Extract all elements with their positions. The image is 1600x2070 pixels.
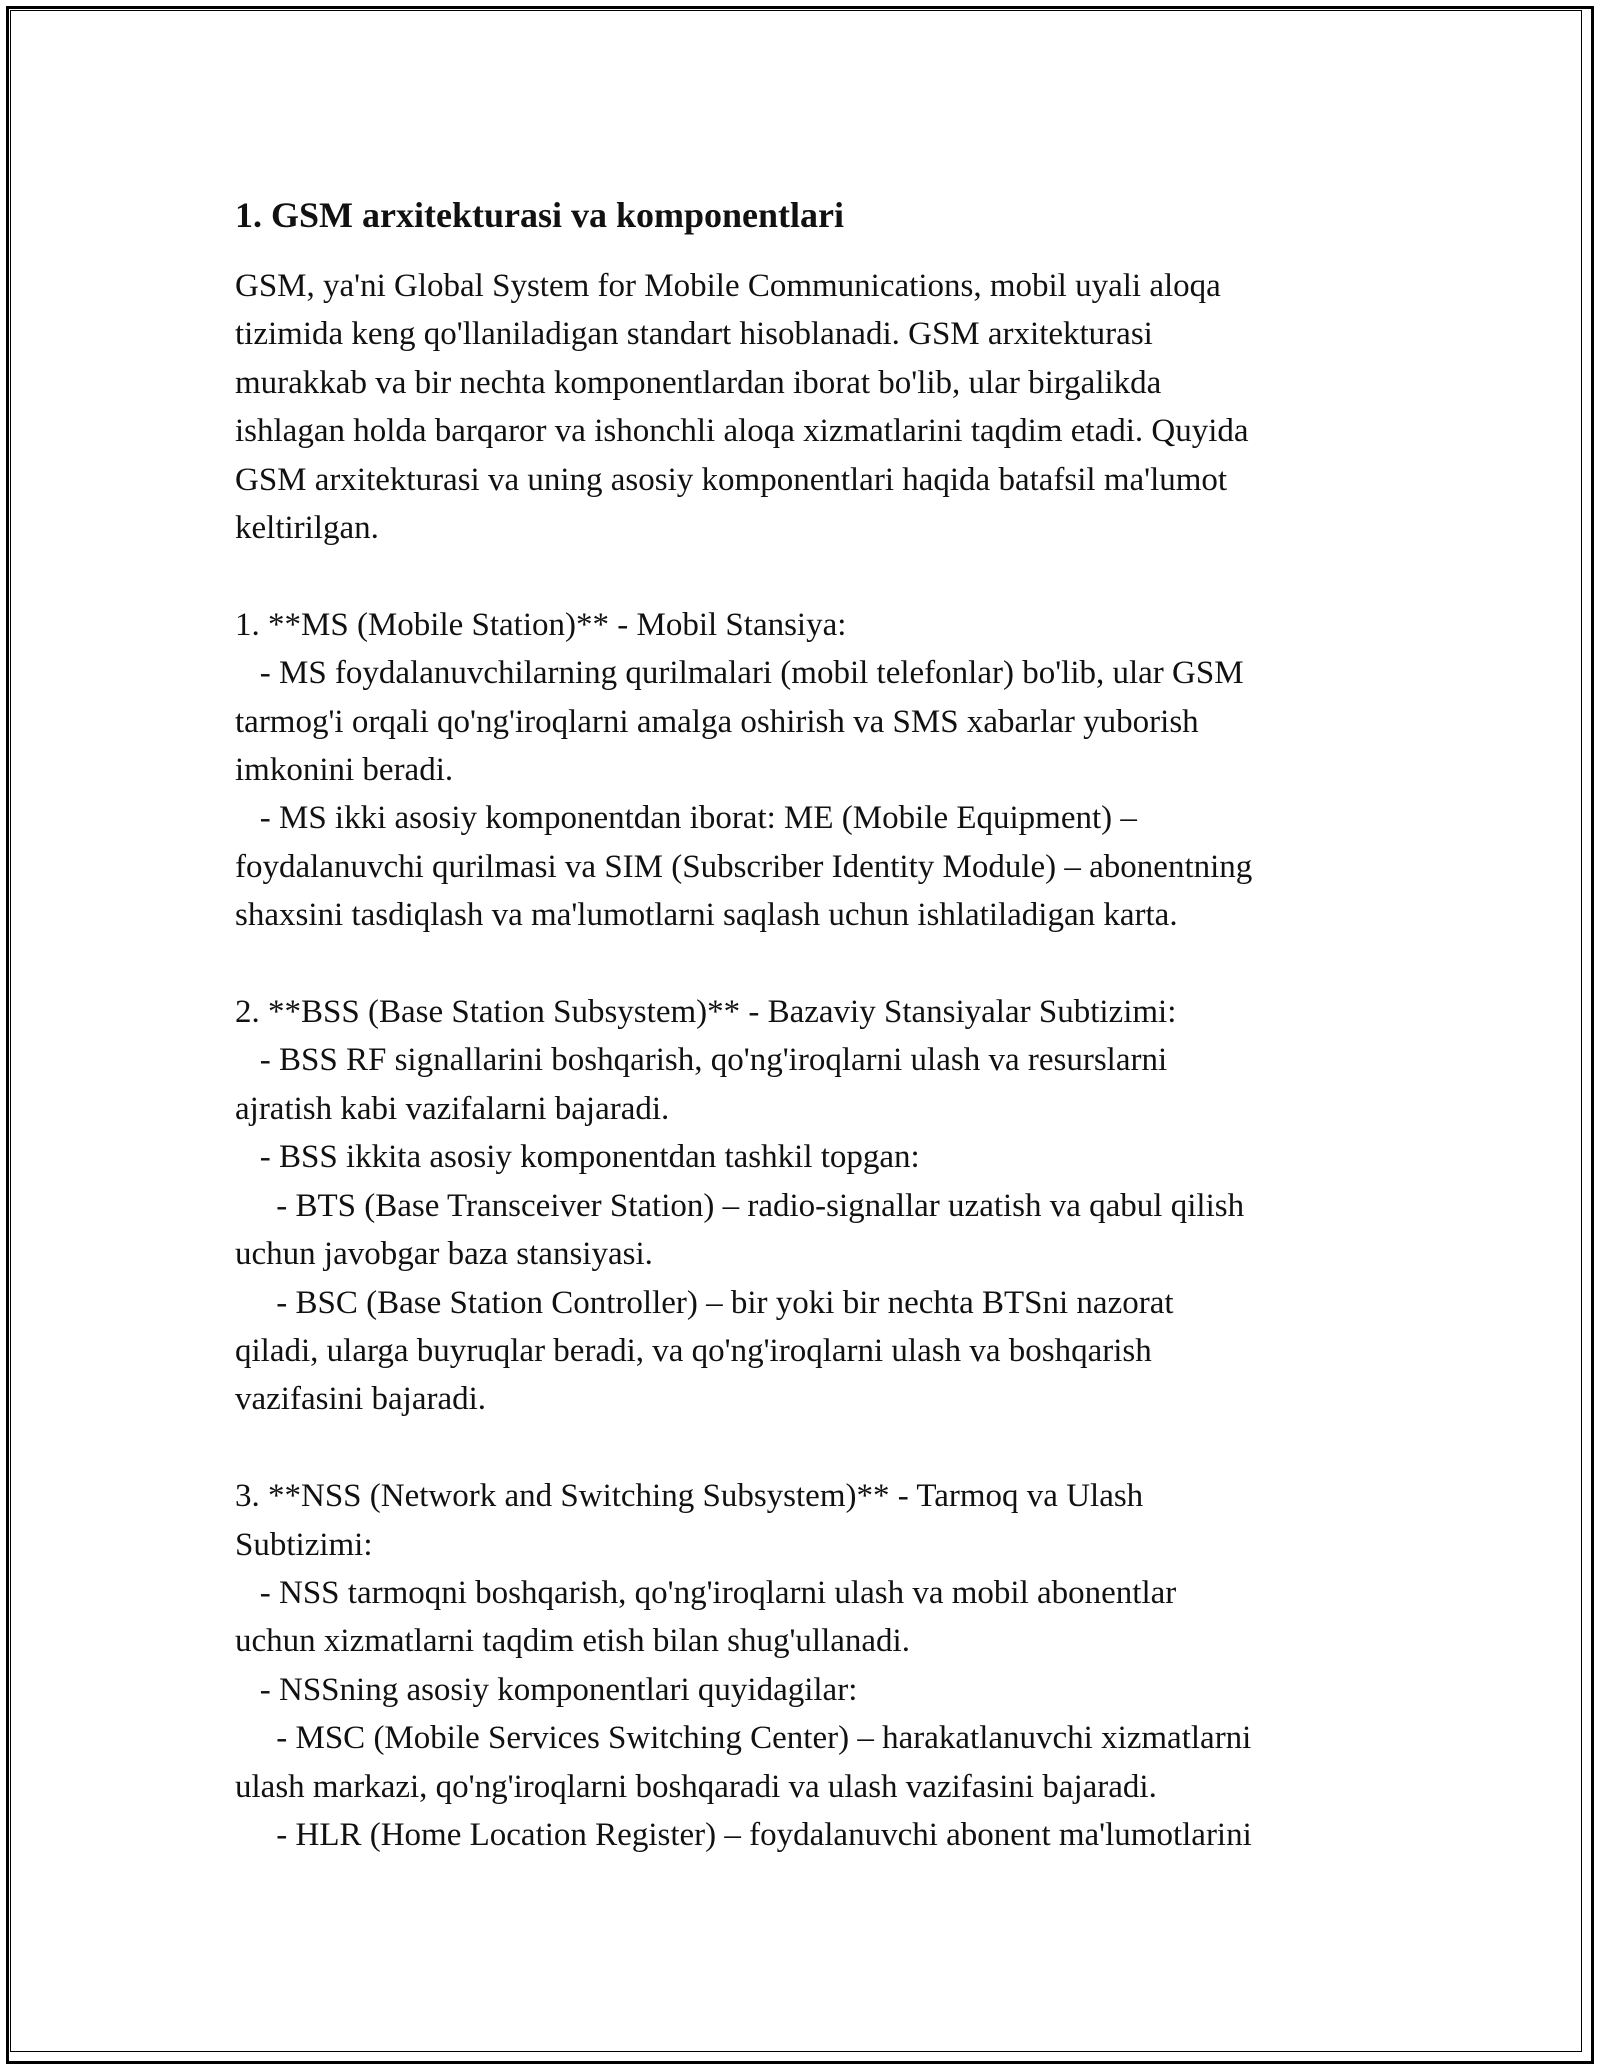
text-line: - MS foydalanuvchilarning qurilmalari (mobil telefonlar) bo'lib, ular GSM [235, 655, 1244, 692]
text-line: - NSSning asosiy komponentlari quyidagilar: [235, 1671, 858, 1708]
section-title: 1. GSM arxitekturasi va komponentlari [235, 195, 844, 235]
text-line: qiladi, ularga buyruqlar beradi, va qo'ng'iroqlarni ulash va boshqarish [235, 1332, 1152, 1369]
text-line: 2. **BSS (Base Station Subsystem)** - Bazaviy Stansiyalar Subtizimi: [235, 994, 1177, 1031]
text-line: GSM arxitekturasi va uning asosiy komponentlari haqida batafsil ma'lumot [235, 461, 1228, 498]
text-line: foydalanuvchi qurilmasi va SIM (Subscriber Identity Module) – abonentning [235, 848, 1253, 885]
text-line: - NSS tarmoqni boshqarish, qo'ng'iroqlarni ulash va mobil abonentlar [235, 1574, 1177, 1611]
document-body [235, 190, 1370, 1859]
body-text [235, 262, 1370, 1859]
text-line: tarmog'i orqali qo'ng'iroqlarni amalga oshirish va SMS xabarlar yuborish [235, 703, 1199, 740]
text-line: Subtizimi: [235, 1526, 373, 1563]
blank-line [235, 552, 1370, 600]
text-line: GSM, ya'ni Global System for Mobile Communications, mobil uyali aloqa [235, 268, 1221, 304]
text-line: uchun javobgar baza stansiyasi. [235, 1236, 653, 1273]
blank-line [235, 1424, 1370, 1472]
text-line: tizimida keng qo'llaniladigan standart hisoblanadi. GSM arxitekturasi [235, 316, 1153, 353]
text-line: - HLR (Home Location Register) – foydalanuvchi abonent ma'lumotlarini [235, 1816, 1252, 1853]
text-line: 3. **NSS (Network and Switching Subsystem)** - Tarmoq va Ulash [235, 1478, 1144, 1515]
blank-line [235, 940, 1370, 988]
text-line: - MSC (Mobile Services Switching Center) – harakatlanuvchi xizmatlarni [235, 1720, 1252, 1757]
text-line: 1. **MS (Mobile Station)** - Mobil Stansiya: [235, 606, 847, 643]
text-line: vazifasini bajaradi. [235, 1381, 487, 1418]
text-line: shaxsini tasdiqlash va ma'lumotlarni saqlash uchun ishlatiladigan karta. [235, 897, 1178, 934]
text-line: keltirilgan. [235, 510, 379, 547]
text-line: - BSC (Base Station Controller) – bir yoki bir nechta BTSni nazorat [235, 1284, 1174, 1321]
text-line: murakkab va bir nechta komponentlardan iborat bo'lib, ular birgalikda [235, 364, 1162, 401]
text-line: uchun xizmatlarni taqdim etish bilan shug'ullanadi. [235, 1623, 910, 1660]
text-line: - BSS ikkita asosiy komponentdan tashkil topgan: [235, 1139, 920, 1176]
text-line: ulash markazi, qo'ng'iroqlarni boshqaradi va ulash vazifasini bajaradi. [235, 1768, 1157, 1805]
text-line: - BTS (Base Transceiver Station) – radio-signallar uzatish va qabul qilish [235, 1187, 1245, 1224]
text-line: ajratish kabi vazifalarni bajaradi. [235, 1090, 670, 1127]
text-line: imkonini beradi. [235, 752, 454, 789]
text-line: - BSS RF signallarini boshqarish, qo'ng'iroqlarni ulash va resurslarni [235, 1042, 1168, 1079]
text-line: - MS ikki asosiy komponentdan iborat: ME (Mobile Equipment) – [235, 800, 1137, 837]
text-line: ishlagan holda barqaror va ishonchli aloqa xizmatlarini taqdim etadi. Quyida [235, 413, 1249, 450]
